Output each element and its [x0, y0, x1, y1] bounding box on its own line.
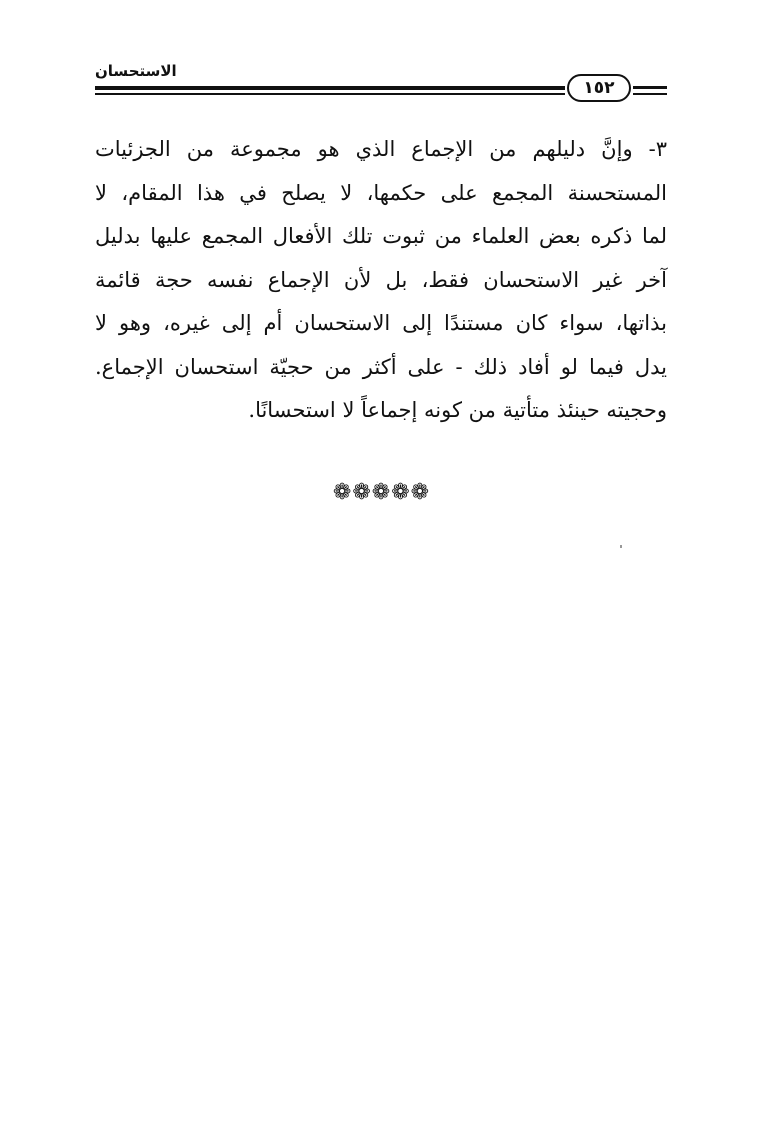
scan-speck: [620, 545, 622, 548]
header-rule-right-thick: [633, 86, 667, 89]
section-end-ornament-icon: ❁❁❁❁❁: [332, 480, 431, 505]
running-title: الاستحسان: [95, 62, 177, 80]
text-line: وحجيته حينئذ متأتية من كونه إجماعاً لا استحسانًا.: [248, 398, 667, 422]
text-line: آخر غير الاستحسان فقط، بل لأن الإجماع نفسه حجة قائمة: [95, 267, 667, 292]
text-line: بذاتها، سواء كان مستندًا إلى الاستحسان أم إلى غيره، وهو لا: [95, 311, 667, 335]
body-paragraph: [95, 128, 667, 433]
header-rule-thin: [95, 93, 565, 95]
text-line: المستحسنة المجمع على حكمها، لا يصلح في هذا المقام، لا: [95, 180, 667, 205]
text-line: لما ذكره بعض العلماء من ثبوت تلك الأفعال المجمع عليها بدليل: [95, 224, 667, 248]
header-rule-thick: [95, 86, 565, 90]
page-header: [95, 60, 667, 106]
header-rule-right-thin: [633, 93, 667, 95]
text-line: يدل فيما لو أفاد ذلك - على أكثر من حجيّة استحسان الإجماع.: [95, 354, 667, 379]
page-number: ١٥٢: [567, 74, 631, 102]
text-line: ٣- وإنَّ دليلهم من الإجماع الذي هو مجموعة من الجزئيات: [95, 137, 667, 161]
